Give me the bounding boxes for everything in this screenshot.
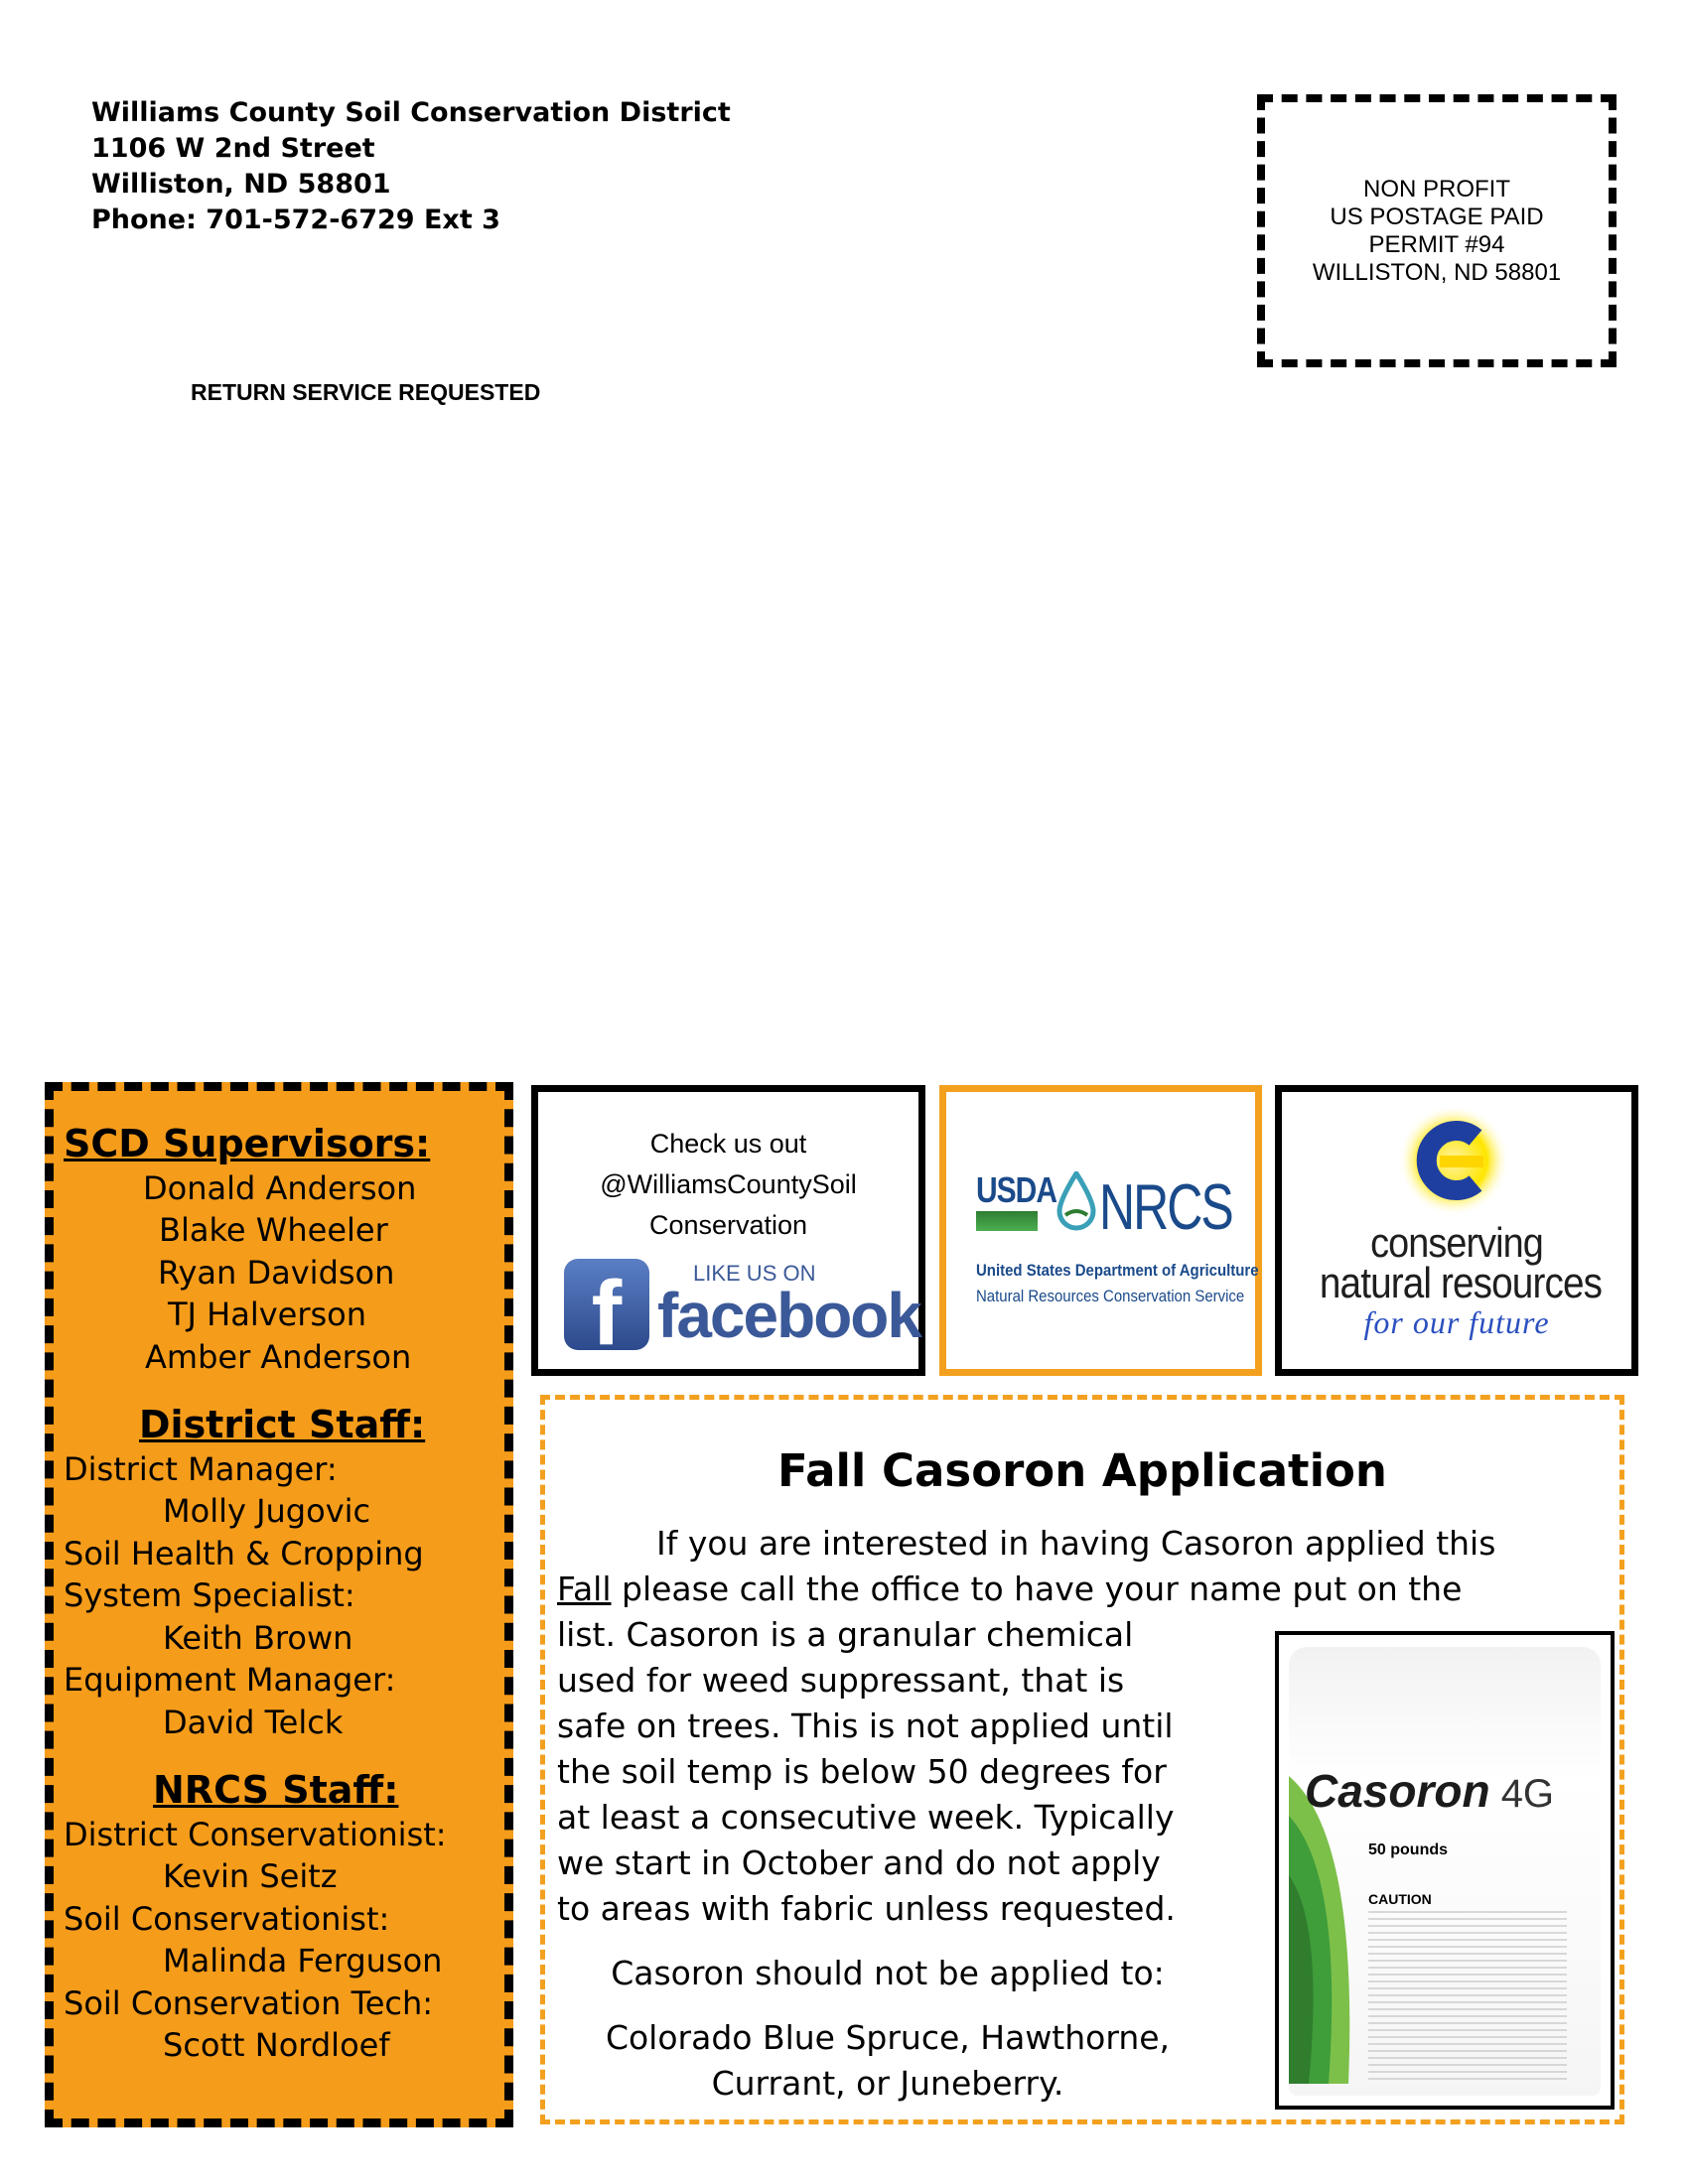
water-drop-icon [1055, 1171, 1097, 1233]
facebook-wordmark[interactable]: facebook [657, 1280, 920, 1351]
supervisor-name: TJ Halverson [168, 1296, 367, 1333]
postage-line-3: PERMIT #94 [1368, 230, 1505, 258]
postage-line-2: US POSTAGE PAID [1330, 203, 1544, 230]
supervisor-name: Donald Anderson [143, 1168, 417, 1207]
avoid-line: Colorado Blue Spruce, Hawthorne, [605, 2018, 1171, 2057]
casoron-product-image [1275, 1631, 1615, 2110]
staff-name: Scott Nordloef [163, 2026, 390, 2064]
staff-name: David Telck [163, 1703, 344, 1741]
staff-role: District Conservationist: [64, 1815, 447, 1853]
article-line: we start in October and do not apply [557, 1843, 1161, 1882]
facebook-line-1: Check us out [649, 1129, 807, 1159]
usda-field-graphic [976, 1211, 1038, 1231]
avoid-list [545, 2015, 1230, 2107]
postage-line-1: NON PROFIT [1363, 175, 1510, 203]
postage-line-4: WILLISTON, ND 58801 [1312, 258, 1562, 286]
article-line-rest: please call the office to have your name put on the [611, 1570, 1463, 1608]
article-line: If you are interested in having Casoron applied this [656, 1524, 1496, 1563]
conservation-c-logo [1384, 1104, 1523, 1218]
label-fine-print [1368, 1911, 1567, 2080]
casoron-article [540, 1395, 1624, 2124]
article-line: to areas with fabric unless requested. [557, 1889, 1176, 1928]
facebook-handle[interactable]: @WilliamsCountySoil [600, 1169, 857, 1199]
staff-role: Equipment Manager: [64, 1661, 396, 1699]
supervisors-heading: SCD Supervisors: [64, 1122, 431, 1165]
sender-street: 1106 W 2nd Street [91, 133, 375, 164]
staff-role: Soil Health & Cropping [64, 1534, 424, 1572]
article-line: the soil temp is below 50 degrees for [557, 1752, 1167, 1791]
cnr-line-2: natural resources [1319, 1259, 1603, 1307]
product-caution: CAUTION [1368, 1891, 1432, 1907]
staff-name: Malinda Ferguson [163, 1942, 443, 1979]
avoid-line: Currant, or Juneberry. [711, 2064, 1064, 2103]
staff-name: Kevin Seitz [163, 1857, 338, 1895]
nrcs-service: Natural Resources Conservation Service [976, 1287, 1245, 1305]
staff-role: System Specialist: [64, 1576, 355, 1614]
usda-nrcs-logo [976, 1171, 1244, 1261]
article-line: at least a consecutive week. Typically [557, 1798, 1175, 1837]
supervisor-name: Blake Wheeler [159, 1211, 388, 1249]
facebook-line-3: Conservation [648, 1210, 808, 1240]
return-service-notice: RETURN SERVICE REQUESTED [191, 379, 541, 405]
article-line: used for weed suppressant, that is [557, 1661, 1125, 1700]
avoid-heading: Casoron should not be applied to: [611, 1954, 1165, 1992]
article-line: list. Casoron is a granular chemical [557, 1615, 1134, 1654]
sender-phone: Phone: 701-572-6729 Ext 3 [91, 205, 500, 235]
product-bag [1289, 1647, 1601, 2096]
article-line: safe on trees. This is not applied until [557, 1706, 1174, 1745]
nrcs-staff-heading: NRCS Staff: [153, 1768, 399, 1812]
cnr-line-3: for our future [1363, 1304, 1550, 1340]
fall-emphasis: Fall [557, 1570, 612, 1608]
staff-sidebar [45, 1082, 513, 2127]
product-weight: 50 pounds [1368, 1842, 1449, 1858]
sender-city: Williston, ND 58801 [91, 169, 391, 200]
cnr-line-1: conserving [1370, 1219, 1543, 1266]
article-title: Fall Casoron Application [777, 1444, 1387, 1497]
facebook-box [531, 1085, 925, 1376]
postage-indicia [1257, 94, 1617, 367]
usda-nrcs-box [939, 1085, 1262, 1376]
supervisor-name: Amber Anderson [145, 1337, 412, 1376]
staff-role: District Manager: [64, 1449, 338, 1488]
like-us-label: LIKE US ON [693, 1261, 816, 1286]
staff-name: Molly Jugovic [163, 1492, 371, 1530]
usda-department: United States Department of Agriculture [976, 1261, 1259, 1280]
sender-name: Williams County Soil Conservation District [91, 97, 731, 128]
staff-name: Keith Brown [163, 1618, 353, 1657]
facebook-f-icon[interactable]: f [564, 1259, 649, 1350]
supervisor-name: Ryan Davidson [158, 1253, 395, 1292]
article-line [557, 1567, 1610, 1612]
product-variant: 4G [1500, 1772, 1555, 1816]
district-staff-heading: District Staff: [139, 1403, 426, 1446]
staff-role: Soil Conservationist: [64, 1899, 390, 1938]
product-brand: Casoron [1305, 1765, 1490, 1817]
staff-role: Soil Conservation Tech: [64, 1983, 434, 2022]
conserving-resources-box [1275, 1085, 1638, 1376]
usda-wordmark: USDA [976, 1171, 1057, 1211]
nrcs-wordmark: NRCS [1099, 1170, 1232, 1244]
return-address [91, 95, 731, 238]
